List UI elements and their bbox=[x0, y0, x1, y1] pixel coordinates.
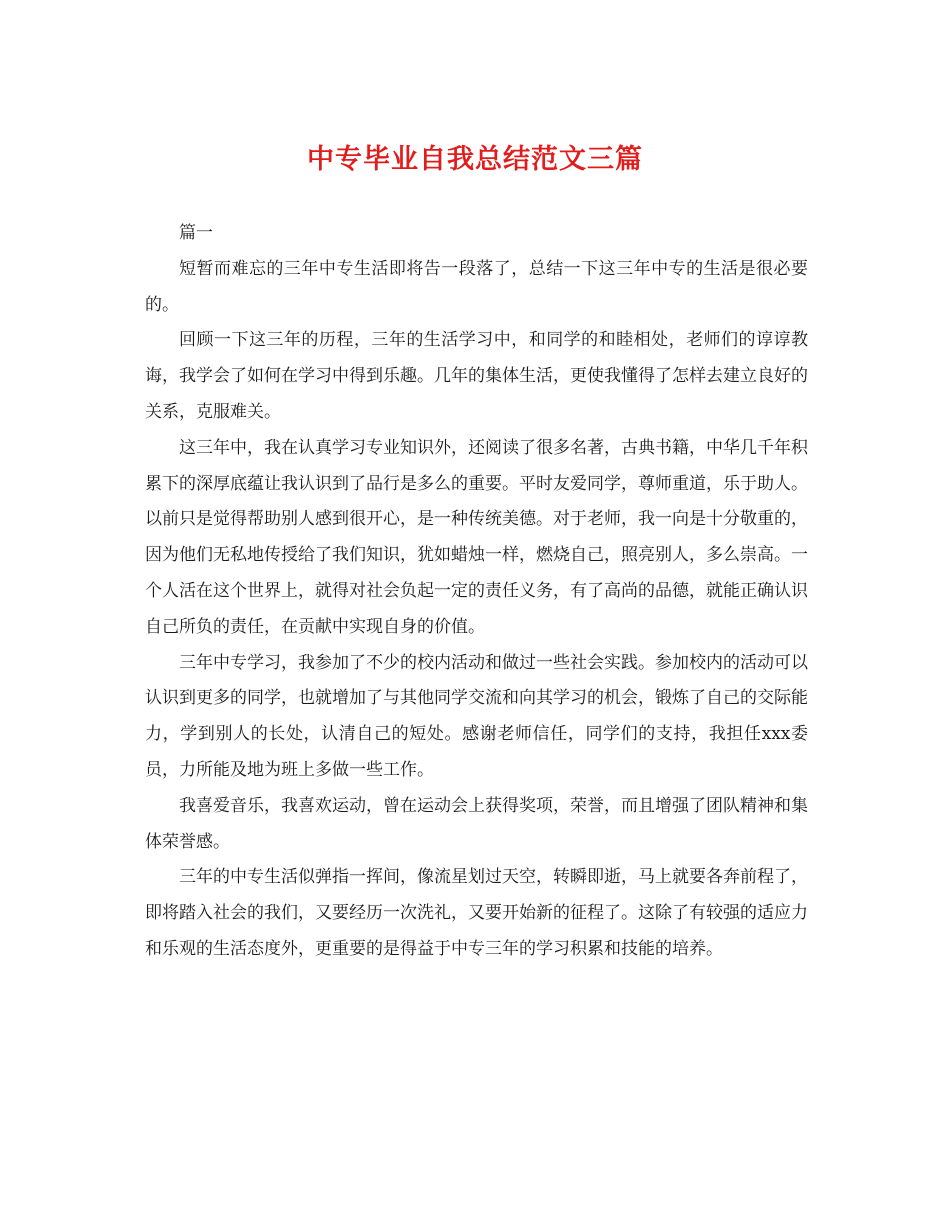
document-body bbox=[145, 216, 808, 968]
section-label: 篇一 bbox=[179, 223, 213, 243]
paragraph: 短暂而难忘的三年中专生活即将告一段落了，总结一下这三年中专的生活是很必要的。 bbox=[145, 258, 808, 315]
paragraph: 三年的中专生活似弹指一挥间，像流星划过天空，转瞬即逝，马上就要各奔前程了，即将踏入社会的我们，又要经历一次洗礼，又要开始新的征程了。这除了有较强的适应力和乐观的生活态度外，更重要的是得益于中专三年的学习积累和技能的培养。 bbox=[145, 867, 808, 959]
document-title: 中专毕业自我总结范文三篇 bbox=[307, 144, 643, 175]
paragraph: 三年中专学习，我参加了不少的校内活动和做过一些社会实践。参加校内的活动可以认识到更多的同学，也就增加了与其他同学交流和向其学习的机会，锻炼了自己的交际能力，学到别人的长处，认清自己的短处。感谢老师信任，同学们的支持，我担任xxx委员，力所能及地为班上多做一些工作。 bbox=[145, 652, 808, 780]
paragraph: 回顾一下这三年的历程，三年的生活学习中，和同学的和睦相处，老师们的谆谆教诲，我学会了如何在学习中得到乐趣。几年的集体生活，更使我懂得了怎样去建立良好的关系，克服难关。 bbox=[145, 330, 808, 422]
paragraph: 这三年中，我在认真学习专业知识外，还阅读了很多名著，古典书籍，中华几千年积累下的深厚底蕴让我认识到了品行是多么的重要。平时友爱同学，尊师重道，乐于助人。以前只是觉得帮助别人感到很开心，是一种传统美德。对于老师，我一向是十分敬重的，因为他们无私地传授给了我们知识，犹如蜡烛一样，燃烧自己，照亮别人，多么崇高。一个人活在这个世界上，就得对社会负起一定的责任义务，有了高尚的品德，就能正确认识自己所负的责任，在贡献中实现自身的价值。 bbox=[145, 437, 808, 637]
paragraph: 我喜爱音乐，我喜欢运动，曾在运动会上获得奖项，荣誉，而且增强了团队精神和集体荣誉感。 bbox=[145, 795, 808, 852]
